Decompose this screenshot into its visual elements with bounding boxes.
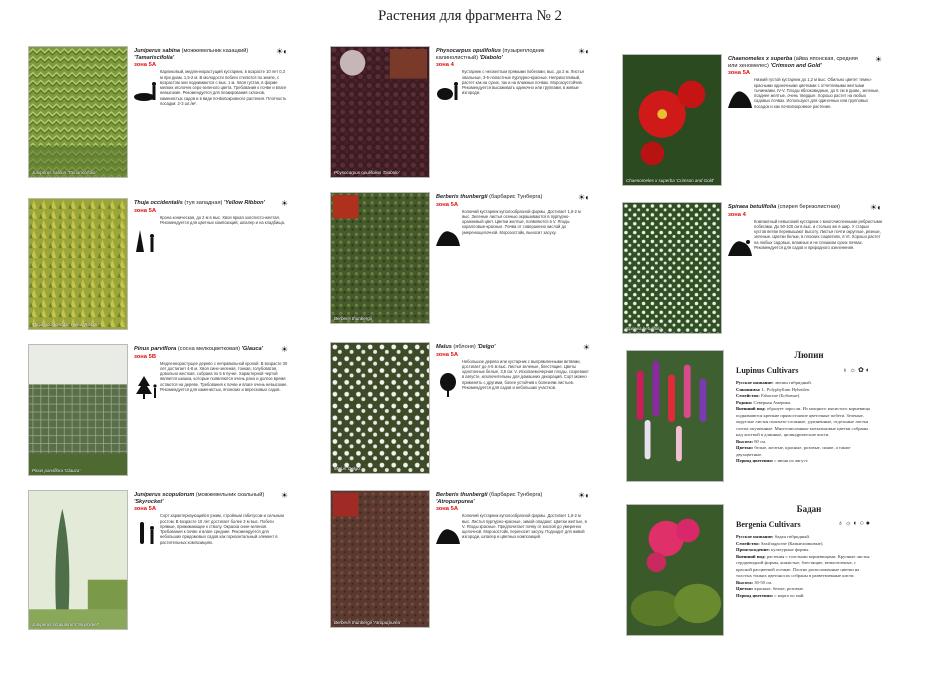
zone-label: зона 5А [134,62,157,69]
zone-label: зона 5А [436,351,459,358]
zone-label: зона 5А [134,207,157,214]
info-row: Родина: Северная Америка. [736,399,792,405]
info-row: Период цветения: с июня по август. [736,458,809,464]
plant-photo [622,202,722,334]
info-row: Внешний вид: растения с толстыми корневищами. Крупные листья сердцевидной формы, кожистые, блестящие, вечнозеленые, с красной раcцветкой осенью. Плотно расположенные цветки на толстых тонких цветоносах собраны в разветвленные кисти. [736,553,870,579]
columnar-silhouette-icon [134,520,158,546]
info-row: Цветки: белые, желтые, красные, розовые, синие, а также двухцветные. [736,445,851,457]
plant-name: Pinus parviflora (сосна мелкоцветковая) 'Glauca' [134,346,263,352]
plant-name: Thuja occidentalis (туя западная) 'Yellow Ribbon' [134,200,265,206]
plant-name: Berberis thunbergii (барбарис Тунберга) 'Atropurpurea' [436,492,543,505]
zone-label: зона 4 [436,62,454,69]
tree-silhouette-icon [436,372,460,398]
sun-icon: ☀ [280,345,288,354]
info-row: Русское название: люпин гибридный. [736,380,812,385]
sun-icon: ☀ [874,55,882,64]
plant-photo [28,46,128,178]
photo-caption: Malus 'Delgo' [334,466,361,471]
plant-photo [330,490,430,628]
plant-photo [28,490,128,630]
plant-card [330,490,592,628]
zone-label: зона 5А [134,506,157,513]
plant-name: Physocarpus opulifolius (пузыреплодник калинолистный) 'Diabolo' [436,48,545,61]
photo-caption: Chaenomeles x superba 'Crimson and Gold' [626,178,715,183]
plant-card [330,342,592,474]
shrub-silhouette-icon [436,76,460,102]
sun-icon: ☀ [582,343,590,352]
sun-icon: ☀◐ [275,47,288,56]
plant-card [330,192,592,324]
photo-caption: Berberis thunbergii 'Atropurpurea' [334,620,402,625]
plant-description: Колючий кустарник куполообразной формы. Достигает 1,5-2 м выс. Зеленые листья осенью окрашиваются в пурпурно-оранжевый цвет. Цветки желтые, появляются в V. Ягоды коралловые-красные. Почва от совершенно кислой до умеренощелочной. Морозостойк, выносит засуху. [462,208,581,235]
lupin-photo [626,350,724,482]
plant-card [622,54,884,186]
lupin-card [626,350,888,482]
plant-photo [28,344,128,476]
plant-photo [330,46,430,178]
plant-name: Chaenomeles x superba (айва японская, средняя или хеномелес) 'Crimson and Gold' [728,56,858,69]
info-row: Русское название: бадан гибридный. [736,534,810,539]
shrub-silhouette-icon [436,520,460,546]
plant-card [28,46,290,178]
bergenia-photo [626,504,724,636]
plant-photo [330,342,430,474]
plant-name: Juniperus sabina (можжевельник казацкий) 'Tamariscifolia' [134,48,249,61]
plant-description: Медленнорастущее дерево с неправильной кроной. В возрасте 30 лет достигает 4-8 м. Хвоя сине-зеленая, тонкая, голубоватая, довольно жесткая, собрана по 5 в пучке. Характерной чертой является шишка, которые появляются очень рано и долгое время остаются на дереве. Требования к почве и влаге очень невысокие. Рекомендуется для каменистых, японских и вересковых садов. [160,360,288,392]
plant-name: Spiraea betulifolia (спирея березолистная) [728,204,841,210]
sun-icon: ☀◐ [869,203,882,212]
info-row: Высота: 30-50 см. [736,579,773,585]
lupin-title-ru: Люпин [794,350,824,360]
sun-icon: ☀◐ [577,491,590,500]
info-row: Цветки: красные, белые, розовые. [736,586,804,592]
photo-caption: Thuja occidentalis 'Yellow Ribbon' [32,322,100,327]
shrub-silhouette-icon [134,76,158,102]
plant-description: Небольшое дерево или кустарник с выпрямленными ветвями, достигает до 4-5 м выс. Листья зеленые, блестящие. Цветы однотонные белые, 3,5 см. V. Ископаемочерная плоды, созревают в августе, исключительны для домашних декораций. Сорт можно применять с другими, более устойчив к болезням листьев. Рекомендуется для садов и небольших участков. [462,358,589,390]
plant-card [28,344,290,476]
info-row: Период цветения: с марта по май. [736,592,805,598]
plant-card [28,198,290,330]
bergenia-title-ru: Бадан [796,504,822,514]
zone-label: зона 5А [436,506,459,513]
plant-description: Сорт характеризующийся узким, стройным габитусом и сильным ростом. В возрасте 10 лет достигает более 3 м выс. Побеги прямые, прижимающие к стволу. Окраска сине-зеленая. Требования к почве и влаге средние. Рекомендуется для небольших придомовых садов как горизонтальный элемент в растительных композициях. [160,513,284,545]
info-row: Синонимы: L. Polyphyllum Hybriden. [736,386,811,392]
page-title: Растения для фрагмента № 2 [377,8,563,24]
shrub-silhouette-icon [728,84,752,110]
plant-description: Компактный невысокий кустарник с многочисленными ребристыми побегами. До 50-100 см в выс. и столько же в шир. У старых кустов ветви перевышают высоту. Листья почти округлые, резные, зеленые. Цветки белые, в плоских соцветиях, в VI. Хорошо растет на любых садовых, влажных и не слишком сухих почвах. Рекомендуется для садов и природного озеленения. [754,218,882,250]
plant-name: Juniperus scopulorum (можжевельник скальный) 'Skyrocket' [134,492,265,505]
photo-caption: Spiraea betulifolia [626,326,662,331]
zone-label: зона 5А [728,70,751,77]
lupin-title-en: Lupinus Cultivars [736,366,799,375]
plant-description: Крона коническая, до 2 м в выс. Хвоя яркая золотисто-желтая. Рекомендуется для цветных композиций, шпалер и на кладбища. [160,214,286,225]
care-symbols-icon: ♁ ☼ ◐ ○ ● [837,520,870,527]
plant-card [28,490,290,630]
info-row: Семейство: Saxifragaceae (Камнеломковые). [736,540,824,546]
care-symbols-icon: ♁ ☼ ✿ ◐ [842,367,870,374]
shrub-silhouette-icon [728,232,752,258]
plant-name: Berberis thunbergii (барбарис Тунберга) [436,194,543,200]
info-row: Внешний вид: образует заросли. Из мощного мясистого корневища поднимаются крепкие прямостоячие цветочные побеги. Зеленые, округлые листья пальчато-сложные, удлиненные, отдельные листья слегка опушенные. Многочисленные мотыльковые цветки собраны над листвой в длинные, цилиндрические кисти. [736,406,870,438]
plant-description: Кустарник с несжелтым прямыми побегами, выс. до 2 м. Листья овальные, 3-5-лопастные пурпурно-красные. Неприхотливый, растет как на сухих, так и на влажных почвах. Морозоустойчив. Рекомендуется высаживать одиночно или группами, в живые изгороди. [462,69,584,96]
plant-description: Колючий кустарник куполообразной формы. Достигает 1,5-2 м выс. Листья пурпурно-красные, зимой опадают. Цветки желтые, в V. Ягоды красные. Предпочитает почву от кислой до умеренно щелочной. Морозостойк, переносит засуху. Подходит для живой изгороди, шпалер и цветных композиций. [462,513,587,540]
zone-label: зона 5В [134,353,157,360]
plant-description: Низкий густой кустарник до 1,2 м выс. Обильно цветет темно-красными одиночными цветками с отчетливыми желтыми тычинками. IV-V. Плоды яблоковидные, до 5 см в диам., зеленые, позднее желтые, очень твердые. Хорошо растет на любых садовых почвах. Используют для одиночных или групповых посадок и как почвопокровное растение. [754,77,880,109]
tree-silhouette-icon [134,374,158,400]
sun-icon: ☀◐ [577,47,590,56]
bergenia-info [736,534,870,599]
zone-label: зона 5А [436,201,459,208]
info-row: Происхождение: культурные формы. [736,547,810,553]
lupin-info [736,380,870,465]
zone-label: зона 4 [728,211,746,218]
plant-photo [28,198,128,330]
plant-photo [330,192,430,324]
bergenia-title-en: Bergenia Cultivars [736,520,801,529]
sun-icon: ☀ [280,491,288,500]
plant-photo [622,54,722,186]
plant-card [330,46,592,178]
photo-caption: Berberis thunbergii [334,316,372,321]
sun-icon: ☀◐ [577,193,590,202]
plant-card [622,202,884,334]
photo-caption: Physocarpus opulifolius 'Diabolo' [334,170,400,175]
shrub-silhouette-icon [436,222,460,248]
photo-caption: Juniperus scopulorum 'Skyrocket' [32,622,99,627]
bergenia-card [626,504,888,636]
info-row: Семейство: Fabaceae (Бобовые). [736,393,801,399]
info-row: Высота: 80 см. [736,438,767,444]
photo-caption: Pinus parviflora 'Glauca' [32,468,81,473]
plant-name: Malus (яблоня) 'Delgo' [436,344,496,350]
plant-description: Карликовый, медленнорастущий кустарник, в возрасте 10 лет 0,3 м при диам. 1,5-2 м. В молодости побеги стелются по земле, с возрастом они поднимаются с вых. 1 м. Хвоя густая, в форме мелких иголочек серо-зеленого цвета. Требования к почве и влаге невысокие. Рекомендуется для плакирования склонов, каменистых садов и в виде почвопокровного растения. Плотность посадки: 2-3 шт./м². [160,69,287,106]
photo-caption: Juniperus sabina 'Tamariscifolia' [32,170,97,175]
conifer-silhouette-icon [134,228,158,254]
sun-icon: ☀ [280,199,288,208]
